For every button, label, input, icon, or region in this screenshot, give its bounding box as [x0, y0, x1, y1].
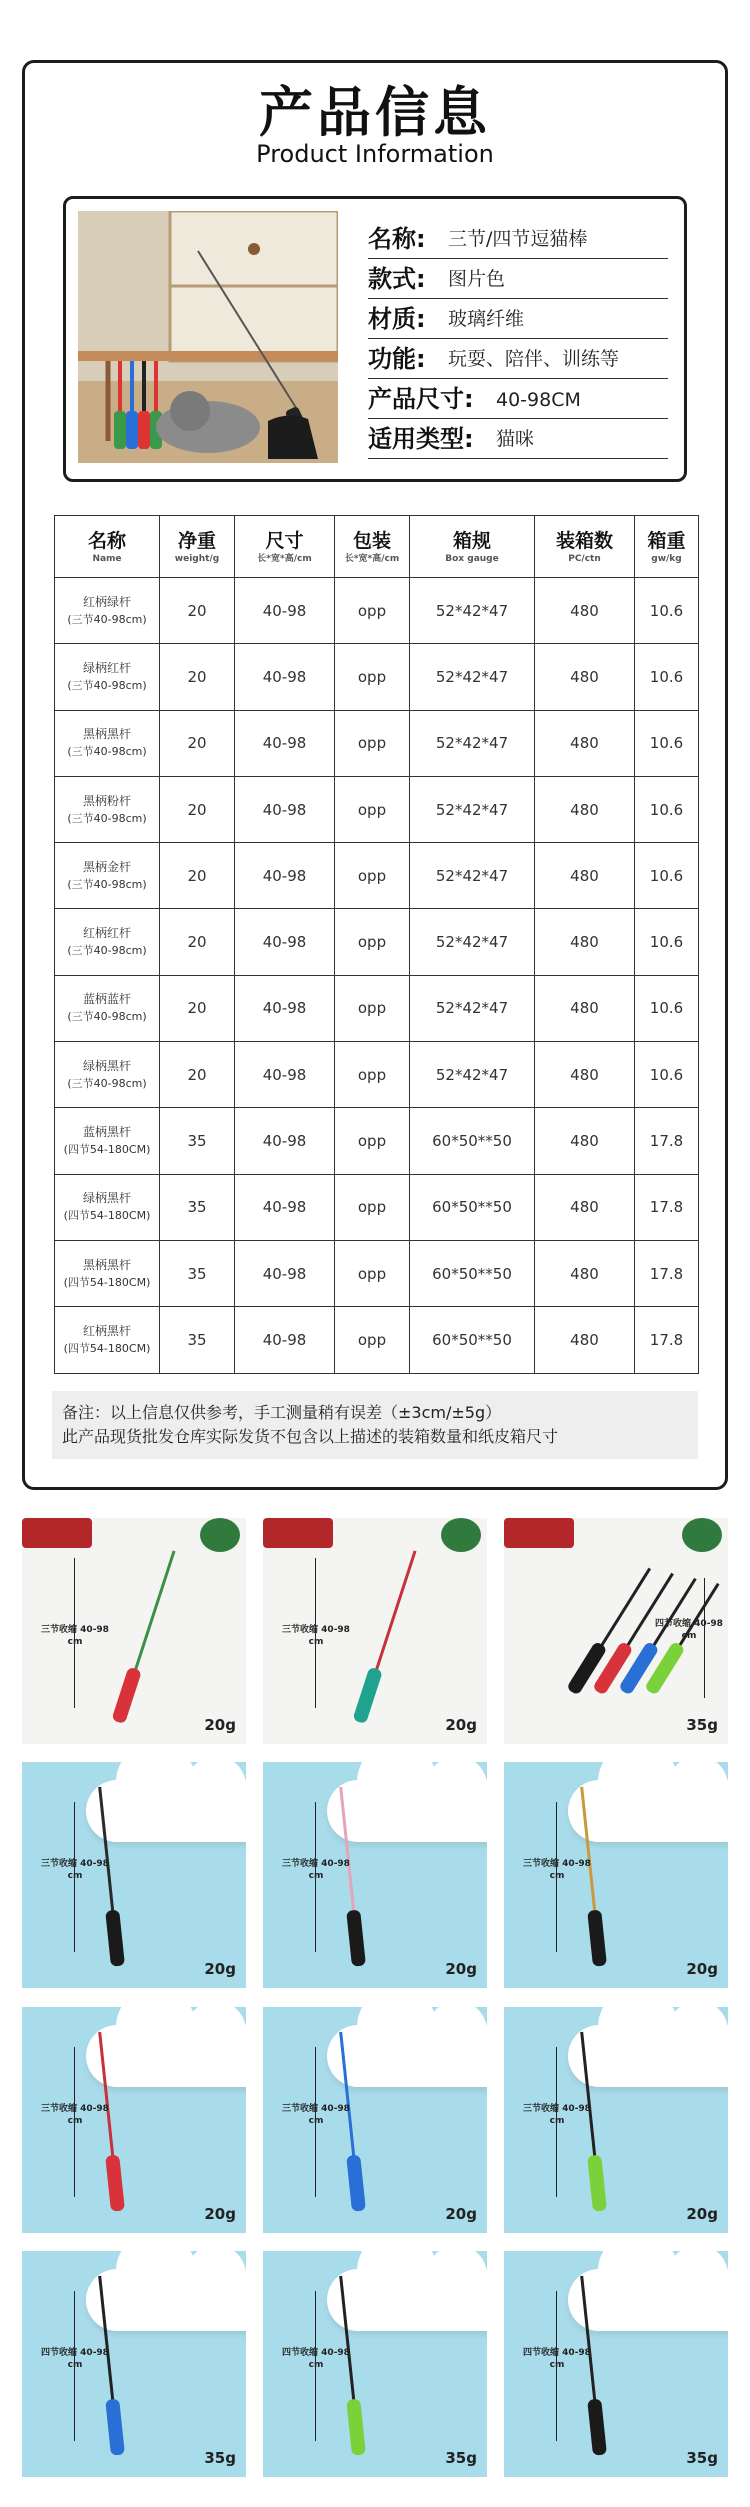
cell-pcs: 480 [535, 975, 635, 1041]
cell-name: 红柄绿杆 (三节40-98cm) [55, 578, 160, 644]
cell-weight: 35 [160, 1307, 235, 1373]
col-header-pcs: 装箱数 PC/ctn [535, 516, 635, 578]
cell-name: 黑柄黑杆 (四节54-180CM) [55, 1240, 160, 1306]
cell-box: 60*50**50 [410, 1174, 535, 1240]
cell-gw: 17.8 [635, 1108, 699, 1174]
cell-gw: 10.6 [635, 578, 699, 644]
col-header-name: 名称 Name [55, 516, 160, 578]
table-row [55, 578, 699, 644]
tree-decoration [200, 1518, 240, 1552]
table-row [55, 1108, 699, 1174]
spec-label: 功能: [368, 345, 426, 373]
product-photo-tile [263, 1518, 487, 1744]
cell-size: 40-98 [235, 975, 335, 1041]
cell-pack: opp [335, 1174, 410, 1240]
table-row [55, 710, 699, 776]
page-title: 产品信息 [259, 81, 491, 144]
cell-pack: opp [335, 909, 410, 975]
cell-pcs: 480 [535, 710, 635, 776]
spec-row-type [368, 419, 668, 459]
cell-name: 红柄黑杆 (四节54-180CM) [55, 1307, 160, 1373]
table-row [55, 776, 699, 842]
weight-label: 20g [445, 2205, 477, 2223]
table-row [55, 909, 699, 975]
weight-label: 20g [204, 2205, 236, 2223]
cell-box: 52*42*47 [410, 1042, 535, 1108]
tree-decoration [682, 1518, 722, 1552]
spec-value: 玩耍、陪伴、训练等 [448, 348, 620, 370]
weight-label: 20g [445, 1716, 477, 1734]
wand-handle [346, 1910, 366, 1967]
length-label: 三节收缩 40-98 cm [282, 1859, 350, 1881]
product-photo-tile [22, 1762, 246, 1988]
gift-decoration [22, 1518, 92, 1548]
cell-pcs: 480 [535, 1174, 635, 1240]
cell-pcs: 480 [535, 776, 635, 842]
spec-row-name [368, 219, 668, 259]
cell-box: 52*42*47 [410, 975, 535, 1041]
cell-pack: opp [335, 975, 410, 1041]
product-photo-tile [504, 2007, 728, 2233]
col-header-weight: 净重 weight/g [160, 516, 235, 578]
cell-size: 40-98 [235, 909, 335, 975]
cell-gw: 10.6 [635, 843, 699, 909]
wand-handle [105, 2155, 125, 2212]
weight-label: 20g [445, 1960, 477, 1978]
weight-label: 35g [686, 2449, 718, 2467]
wand-rod [108, 1548, 183, 1725]
spec-row-size [368, 379, 668, 419]
wand-handle [587, 2155, 607, 2212]
cell-name: 黑柄粉杆 (三节40-98cm) [55, 776, 160, 842]
length-label: 四节收缩 40-98 cm [655, 1619, 723, 1641]
cell-pcs: 480 [535, 909, 635, 975]
product-photo-tile [263, 2251, 487, 2477]
cell-gw: 10.6 [635, 909, 699, 975]
cell-weight: 35 [160, 1240, 235, 1306]
col-header-gw: 箱重 gw/kg [635, 516, 699, 578]
spec-value: 图片色 [448, 268, 506, 290]
cell-pcs: 480 [535, 644, 635, 710]
spec-value: 40-98CM [496, 389, 581, 411]
wand-handle [111, 1667, 142, 1725]
product-photo-tile [22, 2251, 246, 2477]
note-line: 备注：以上信息仅供参考，手工测量稍有误差（±3cm/±5g） [62, 1403, 502, 1422]
cell-weight: 20 [160, 644, 235, 710]
table-row [55, 644, 699, 710]
weight-label: 35g [686, 1716, 718, 1734]
table-row [55, 1307, 699, 1373]
cell-name: 蓝柄黑杆 (四节54-180CM) [55, 1108, 160, 1174]
cell-box: 52*42*47 [410, 909, 535, 975]
cell-gw: 17.8 [635, 1307, 699, 1373]
col-header-box: 箱规 Box gauge [410, 516, 535, 578]
wand-stick [133, 1550, 175, 1673]
cell-weight: 20 [160, 1042, 235, 1108]
table-row [55, 1042, 699, 1108]
cell-pcs: 480 [535, 1042, 635, 1108]
cell-size: 40-98 [235, 1307, 335, 1373]
spec-label: 款式: [368, 265, 426, 293]
product-photo-tile [263, 2007, 487, 2233]
cell-box: 60*50**50 [410, 1240, 535, 1306]
length-label: 四节收缩 40-98 cm [282, 2348, 350, 2370]
product-photo-tile [22, 2007, 246, 2233]
spec-value: 三节/四节逗猫棒 [448, 228, 588, 250]
table-row [55, 1240, 699, 1306]
spec-row-style [368, 259, 668, 299]
length-label: 四节收缩 40-98 cm [41, 2348, 109, 2370]
cell-box: 60*50**50 [410, 1307, 535, 1373]
cell-weight: 35 [160, 1174, 235, 1240]
cell-gw: 10.6 [635, 710, 699, 776]
cell-gw: 17.8 [635, 1174, 699, 1240]
length-label: 三节收缩 40-98 cm [282, 2104, 350, 2126]
cell-pcs: 480 [535, 1240, 635, 1306]
wand-handle [346, 2399, 366, 2456]
tree-decoration [441, 1518, 481, 1552]
note-box [52, 1391, 698, 1459]
cell-size: 40-98 [235, 843, 335, 909]
cell-pack: opp [335, 710, 410, 776]
length-label: 三节收缩 40-98 cm [41, 1625, 109, 1647]
table-header-row [55, 516, 699, 578]
cell-pcs: 480 [535, 1108, 635, 1174]
cell-weight: 20 [160, 843, 235, 909]
spec-value: 玻璃纤维 [448, 308, 525, 330]
cell-box: 60*50**50 [410, 1108, 535, 1174]
cell-gw: 10.6 [635, 1042, 699, 1108]
cell-weight: 35 [160, 1108, 235, 1174]
cell-pcs: 480 [535, 843, 635, 909]
cell-pcs: 480 [535, 578, 635, 644]
cell-box: 52*42*47 [410, 710, 535, 776]
spec-label: 适用类型: [368, 425, 474, 453]
spec-row-function [368, 339, 668, 379]
spec-value: 猫咪 [496, 428, 535, 450]
cell-pack: opp [335, 1307, 410, 1373]
weight-label: 35g [204, 2449, 236, 2467]
wand-handle [352, 1667, 383, 1725]
spec-label: 材质: [368, 305, 426, 333]
length-label: 三节收缩 40-98 cm [41, 1859, 109, 1881]
wand-handle [105, 2399, 125, 2456]
cell-gw: 10.6 [635, 644, 699, 710]
cell-name: 黑柄金杆 (三节40-98cm) [55, 843, 160, 909]
cell-pack: opp [335, 776, 410, 842]
wand-stick [374, 1550, 416, 1673]
product-info-box [63, 196, 687, 482]
weight-label: 20g [686, 1960, 718, 1978]
cell-name: 绿柄黑杆 (三节40-98cm) [55, 1042, 160, 1108]
cell-size: 40-98 [235, 776, 335, 842]
col-header-pack: 包装 长*宽*高/cm [335, 516, 410, 578]
col-header-size: 尺寸 长*宽*高/cm [235, 516, 335, 578]
packing-table [54, 515, 699, 1374]
product-photo-tile [263, 1762, 487, 1988]
cell-size: 40-98 [235, 644, 335, 710]
weight-label: 35g [445, 2449, 477, 2467]
cell-size: 40-98 [235, 1042, 335, 1108]
gift-decoration [504, 1518, 574, 1548]
length-label: 三节收缩 40-98 cm [41, 2104, 109, 2126]
cell-name: 绿柄红杆 (三节40-98cm) [55, 644, 160, 710]
table-row [55, 975, 699, 1041]
cell-weight: 20 [160, 776, 235, 842]
cell-name: 黑柄黑杆 (三节40-98cm) [55, 710, 160, 776]
cell-weight: 20 [160, 909, 235, 975]
cell-pack: opp [335, 644, 410, 710]
cell-pack: opp [335, 578, 410, 644]
weight-label: 20g [686, 2205, 718, 2223]
cell-pcs: 480 [535, 1307, 635, 1373]
wand-handle [346, 2155, 366, 2212]
cell-pack: opp [335, 1042, 410, 1108]
cell-box: 52*42*47 [410, 578, 535, 644]
spec-label: 产品尺寸: [368, 385, 474, 413]
wand-handle [587, 1910, 607, 1967]
wand-handle [105, 1910, 125, 1967]
cell-size: 40-98 [235, 1174, 335, 1240]
cell-pack: opp [335, 843, 410, 909]
cell-pack: opp [335, 1108, 410, 1174]
gift-decoration [263, 1518, 333, 1548]
spec-label: 名称: [368, 225, 426, 253]
cell-gw: 10.6 [635, 975, 699, 1041]
length-label: 三节收缩 40-98 cm [523, 2104, 591, 2126]
cell-weight: 20 [160, 578, 235, 644]
cell-size: 40-98 [235, 1240, 335, 1306]
cell-size: 40-98 [235, 1108, 335, 1174]
cell-weight: 20 [160, 975, 235, 1041]
cell-size: 40-98 [235, 578, 335, 644]
weight-label: 20g [204, 1716, 236, 1734]
cell-gw: 10.6 [635, 776, 699, 842]
cell-pack: opp [335, 1240, 410, 1306]
length-label: 三节收缩 40-98 cm [282, 1625, 350, 1647]
cell-box: 52*42*47 [410, 843, 535, 909]
product-photo-tile [22, 1518, 246, 1744]
table-row [55, 1174, 699, 1240]
cell-name: 绿柄黑杆 (四节54-180CM) [55, 1174, 160, 1240]
page-subtitle: Product Information [256, 140, 494, 168]
cell-gw: 17.8 [635, 1240, 699, 1306]
wand-rod [349, 1548, 424, 1725]
cell-weight: 20 [160, 710, 235, 776]
weight-label: 20g [204, 1960, 236, 1978]
wand-handle [587, 2399, 607, 2456]
cell-box: 52*42*47 [410, 776, 535, 842]
cell-size: 40-98 [235, 710, 335, 776]
product-photo [78, 211, 338, 463]
cell-name: 蓝柄蓝杆 (三节40-98cm) [55, 975, 160, 1041]
note-line: 此产品现货批发仓库实际发货不包含以上描述的装箱数量和纸皮箱尺寸 [62, 1427, 559, 1446]
product-photo-tile [504, 1518, 728, 1744]
length-label: 四节收缩 40-98 cm [523, 2348, 591, 2370]
table-row [55, 843, 699, 909]
product-photo-tile [504, 2251, 728, 2477]
cell-name: 红柄红杆 (三节40-98cm) [55, 909, 160, 975]
product-photo-tile [504, 1762, 728, 1988]
spec-row-material [368, 299, 668, 339]
length-label: 三节收缩 40-98 cm [523, 1859, 591, 1881]
cell-box: 52*42*47 [410, 644, 535, 710]
